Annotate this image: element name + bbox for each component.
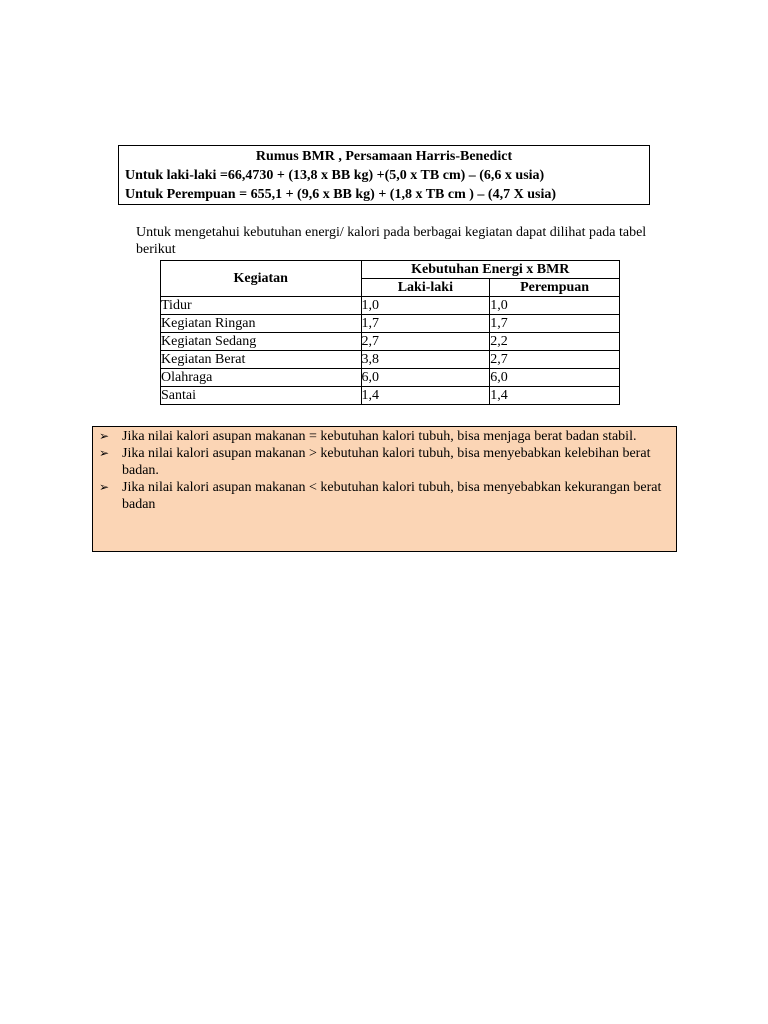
notes-box [92,426,677,552]
cell-male: 3,8 [361,351,490,369]
header-activity: Kegiatan [161,261,362,297]
table-row [161,333,620,351]
cell-male: 1,7 [361,315,490,333]
arrow-bullet-icon: ➢ [99,446,110,460]
list-item [93,428,676,445]
cell-activity: Kegiatan Sedang [161,333,362,351]
intro-paragraph: Untuk mengetahui kebutuhan energi/ kalori pada berbagai kegiatan dapat dilihat pada tabel berikut [136,225,647,257]
arrow-bullet-icon: ➢ [99,480,110,494]
cell-female: 2,2 [490,333,620,351]
cell-female: 1,7 [490,315,620,333]
header-female: Perempuan [490,279,620,297]
cell-female: 2,7 [490,351,620,369]
notes-list [93,428,676,513]
formula-title: Rumus BMR , Persamaan Harris-Benedict [255,149,513,164]
list-item [93,479,676,513]
cell-male: 2,7 [361,333,490,351]
table-row [161,387,620,405]
cell-female: 6,0 [490,369,620,387]
header-energy-group: Kebutuhan Energi x BMR [361,261,619,279]
bmr-formula-box [118,145,650,205]
table-row [161,369,620,387]
header-male: Laki-laki [361,279,490,297]
cell-male: 6,0 [361,369,490,387]
table-row [161,297,620,315]
formula-female: Untuk Perempuan = 655,1 + (9,6 x BB kg) + (1,8 x TB cm ) – (4,7 X usia) [125,187,556,202]
energy-table [160,260,620,405]
note-text: Jika nilai kalori asupan makanan > kebutuhan kalori tubuh, bisa menyebabkan kelebihan berat badan. [122,446,651,478]
cell-activity: Kegiatan Ringan [161,315,362,333]
arrow-bullet-icon: ➢ [99,429,110,443]
cell-activity: Tidur [161,297,362,315]
cell-female: 1,0 [490,297,620,315]
list-item [93,445,676,479]
cell-male: 1,4 [361,387,490,405]
note-text: Jika nilai kalori asupan makanan < kebutuhan kalori tubuh, bisa menyebabkan kekurangan berat badan [122,480,662,512]
cell-male: 1,0 [361,297,490,315]
formula-male: Untuk laki-laki =66,4730 + (13,8 x BB kg) +(5,0 x TB cm) – (6,6 x usia) [125,168,545,183]
cell-activity: Santai [161,387,362,405]
cell-activity: Olahraga [161,369,362,387]
cell-female: 1,4 [490,387,620,405]
table-row [161,351,620,369]
table-row [161,315,620,333]
note-text: Jika nilai kalori asupan makanan = kebutuhan kalori tubuh, bisa menjaga berat badan stabil. [122,429,637,444]
cell-activity: Kegiatan Berat [161,351,362,369]
